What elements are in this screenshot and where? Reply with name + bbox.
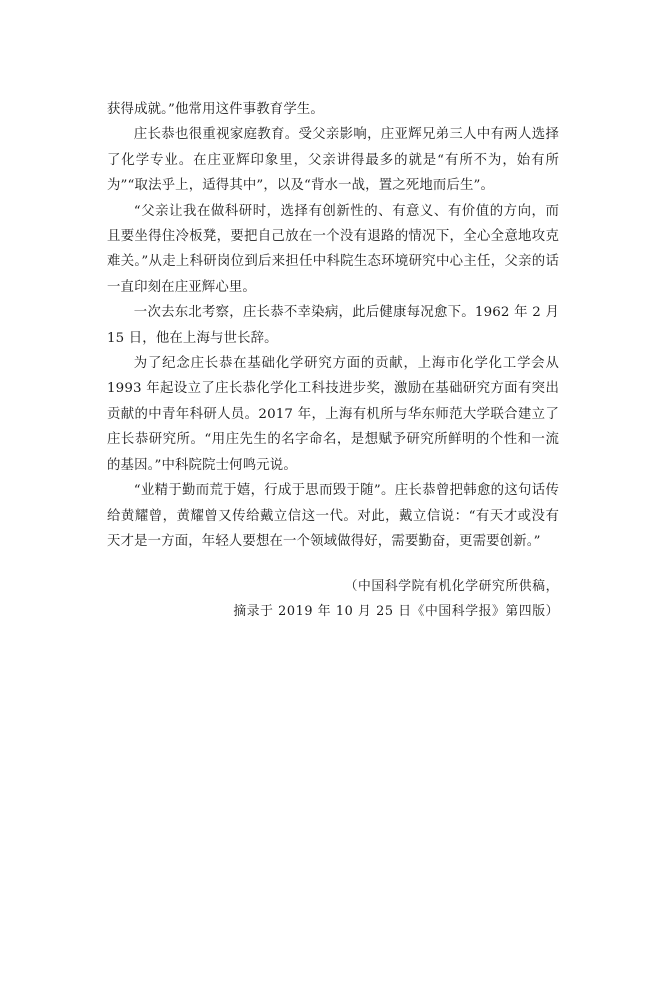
source-note-line-2: 摘录于 2019 年 10 月 25 日《中国科学报》第四版） <box>233 604 559 620</box>
paragraph-1: 获得成就。”他常用这件事教育学生。 <box>107 102 324 117</box>
paragraph-4: 一次去东北考察，庄长恭不幸染病，此后健康每况愈下。1962 年 2 月 15 日，他在上海与世长辞。 <box>107 305 559 346</box>
source-note <box>107 574 559 624</box>
article-body <box>107 97 559 624</box>
paragraph-5: 为了纪念庄长恭在基础化学研究方面的贡献，上海市化学化工学会从 1993 年起设立了庄长恭化学化工科技进步奖，激励在基础研究方面有突出贡献的中青年科研人员。2017 年，上海有机所与华东师范大学联合建立了庄长恭研究所。“用庄先生的名字命名，是想赋予研究所鲜明的个性和一流的基因。”中科院院士何鸣元说。 <box>107 356 559 473</box>
paragraph-3: “父亲让我在做科研时，选择有创新性的、有意义、有价值的方向，而且要坐得住冷板凳，要把自己放在一个没有退路的情况下，全心全意地攻克难关。”从走上科研岗位到后来担任中科院生态环境研究中心主任，父亲的话一直印刻在庄亚辉心里。 <box>107 203 559 295</box>
source-note-line-1: （中国科学院有机化学研究所供稿， <box>344 579 559 595</box>
paragraph-2: 庄长恭也很重视家庭教育。受父亲影响，庄亚辉兄弟三人中有两人选择了化学专业。在庄亚辉印象里，父亲讲得最多的就是“有所不为，始有所为”“取法乎上，适得其中”，以及“背水一战，置之死地而后生”。 <box>107 127 559 194</box>
paragraph-6: “业精于勤而荒于嬉，行成于思而毁于随”。庄长恭曾把韩愈的这句话传给黄耀曾，黄耀曾又传给戴立信这一代。对此，戴立信说：“有天才或没有天才是一方面，年轻人要想在一个领域做得好，需要勤奋，更需要创新。” <box>107 483 559 549</box>
